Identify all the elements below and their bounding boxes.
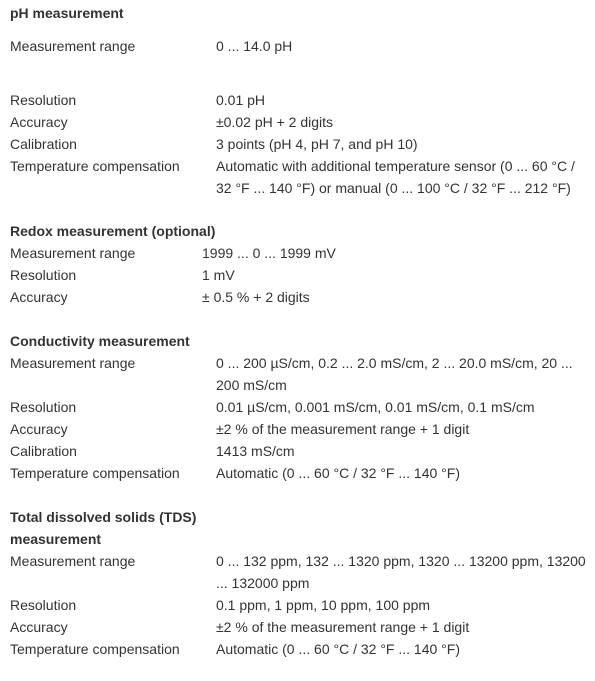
spec-label: Accuracy	[10, 114, 68, 130]
spec-label: Accuracy	[10, 289, 68, 305]
spec-label: Calibration	[10, 443, 77, 459]
section-conductivity	[10, 330, 590, 484]
spec-value: ±2 % of the measurement range + 1 digit	[216, 619, 470, 635]
spec-label: Measurement range	[10, 355, 136, 371]
spec-value: 3 points (pH 4, pH 7, and pH 10)	[216, 136, 418, 152]
spec-label: Resolution	[10, 92, 77, 108]
spec-row-measurement-range	[10, 550, 590, 594]
spec-value: 0.01 µS/cm, 0.001 mS/cm, 0.01 mS/cm, 0.1 mS/cm	[216, 399, 535, 415]
spec-row-resolution	[10, 594, 590, 616]
spec-value: Automatic (0 ... 60 °C / 32 °F ... 140 °F)	[216, 641, 460, 657]
spec-row-temperature-compensation	[10, 155, 590, 199]
spec-label: Resolution	[10, 399, 77, 415]
spec-row-resolution	[10, 89, 590, 111]
section-ph	[10, 2, 590, 199]
spec-row-accuracy	[10, 616, 590, 638]
spec-row-resolution	[10, 396, 590, 418]
spec-row-calibration	[10, 133, 590, 155]
spec-label: Temperature compensation	[10, 158, 180, 174]
spec-value: ± 0.5 % + 2 digits	[202, 289, 310, 305]
spec-row-measurement-range	[10, 35, 590, 57]
spec-label: Resolution	[10, 597, 77, 613]
spec-row-resolution	[10, 264, 590, 286]
spec-value: 0 ... 132 ppm, 132 ... 1320 ppm, 1320 ... 13200 ppm, 13200 ... 132000 ppm	[216, 553, 586, 591]
section-title: Redox measurement (optional)	[10, 223, 216, 239]
spec-row-measurement-range	[10, 242, 590, 264]
spec-row-accuracy	[10, 286, 590, 308]
spec-label: Accuracy	[10, 421, 68, 437]
spec-value: Automatic (0 ... 60 °C / 32 °F ... 140 °F)	[216, 465, 460, 481]
spec-label: Measurement range	[10, 245, 136, 261]
section-tds	[10, 506, 590, 660]
spec-row-temperature-compensation	[10, 638, 590, 660]
spec-value: 0 ... 14.0 pH	[216, 38, 293, 54]
spec-value: 1413 mS/cm	[216, 443, 295, 459]
spec-label: Resolution	[10, 267, 77, 283]
spec-label: Measurement range	[10, 553, 136, 569]
spec-row-measurement-range	[10, 352, 590, 396]
section-title: Conductivity measurement	[10, 333, 190, 349]
spec-value: ±2 % of the measurement range + 1 digit	[216, 421, 470, 437]
spec-value: 1999 ... 0 ... 1999 mV	[202, 245, 336, 261]
spec-value: 1 mV	[202, 267, 235, 283]
section-title: pH measurement	[10, 5, 124, 21]
spec-value: ±0.02 pH + 2 digits	[216, 114, 334, 130]
spec-row-accuracy	[10, 418, 590, 440]
spec-label: Calibration	[10, 136, 77, 152]
spec-value: Automatic with additional temperature sensor (0 ... 60 °C / 32 °F ... 140 °F) or manual (0 ... 100 °C / 32 °F ... 212 °F)	[216, 158, 575, 196]
spec-value: 0.1 ppm, 1 ppm, 10 ppm, 100 ppm	[216, 597, 431, 613]
section-redox	[10, 220, 590, 308]
section-title: Total dissolved solids (TDS) measurement	[10, 509, 197, 547]
spec-label: Measurement range	[10, 38, 136, 54]
spec-value: 0 ... 200 µS/cm, 0.2 ... 2.0 mS/cm, 2 ... 20.0 mS/cm, 20 ... 200 mS/cm	[216, 355, 573, 393]
spec-label: Temperature compensation	[10, 641, 180, 657]
spec-label: Temperature compensation	[10, 465, 180, 481]
spec-label: Accuracy	[10, 619, 68, 635]
spec-row-calibration	[10, 440, 590, 462]
spec-row-accuracy	[10, 111, 590, 133]
spec-value: 0.01 pH	[216, 92, 266, 108]
spec-row-temperature-compensation	[10, 462, 590, 484]
